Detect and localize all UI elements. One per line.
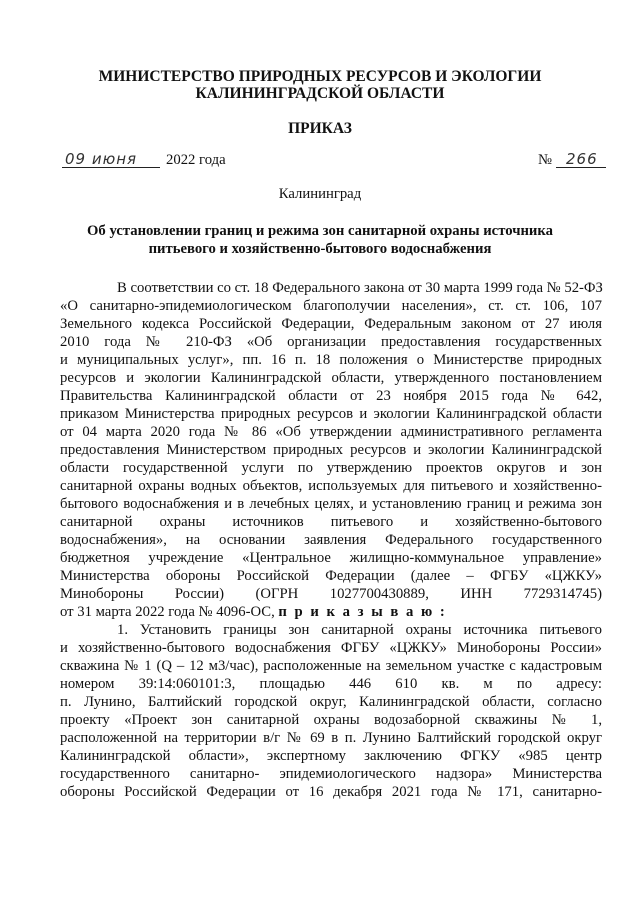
body-line: бюджетноя учреждение «Центральное жилищно-коммунальное управление»: [60, 550, 602, 566]
body-line: Министерства обороны Российской Федерации (далее – ФГБУ «ЦЖКУ»: [60, 568, 602, 584]
body-line: водоснабжения», на основании заявления Федерального государственного: [60, 532, 602, 548]
order-verb: п р и к а з ы в а ю :: [278, 604, 447, 620]
handwritten-number: 266: [566, 150, 598, 168]
body-line: от 04 марта 2020 года № 86 «Об утверждении административного регламента: [60, 424, 602, 440]
number-label: №: [538, 152, 553, 168]
body-line: санитарной охраны водных объектов, используемых для питьевого и хозяйственно-: [60, 478, 602, 494]
body-line: проекту «Проект зон санитарной охраны водозаборной скважины № 1,: [60, 712, 602, 728]
title-line-1: Об установлении границ и режима зон санитарной охраны источника: [87, 223, 553, 239]
body-line: Калининградской области», экспертному заключению ФГКУ «985 центр: [60, 748, 602, 764]
body-line: расположенной на территории в/г № 69 в п. Лунино Балтийский городской округ: [60, 730, 602, 746]
ministry-name-line-2: КАЛИНИНГРАДСКОЙ ОБЛАСТИ: [195, 85, 445, 102]
document-type: ПРИКАЗ: [288, 120, 352, 137]
body-line: В соответствии со ст. 18 Федерального закона от 30 марта 1999 года № 52-ФЗ: [117, 280, 603, 296]
body-line-order: [60, 604, 447, 621]
body-line: обороны Российской Федерации от 16 декабря 2021 года № 171, санитарно-: [60, 784, 602, 800]
body-line: государственного санитарно- эпидемиологического надзора» Министерства: [60, 766, 602, 782]
body-line: предоставления Министерством природных ресурсов и экологии Калининградской: [60, 442, 602, 458]
year-text: 2022 года: [166, 152, 226, 168]
title-line-2: питьевого и хозяйственно-бытового водоснабжения: [148, 241, 492, 257]
date-underline: [62, 167, 160, 168]
body-line: области государственной услуги по утверждению проектов округов и зон: [60, 460, 602, 476]
body-line: и хозяйственно-бытового водоснабжения ФГБУ «ЦЖКУ» Минобороны России»: [60, 640, 602, 656]
body-line: «О санитарно-эпидемиологическом благополучии населения», ст. ст. 106, 107: [60, 298, 602, 314]
body-line: бытового водоснабжения и в лечебных целях, и установлению границ и режима зон: [60, 496, 602, 512]
body-line: ресурсов и экологии Калининградской области, утвержденного постановлением: [60, 370, 602, 386]
body-line: скважина № 1 (Q – 12 м3/час), расположенные на земельном участке с кадастровым: [60, 658, 602, 674]
body-line: 2010 года № 210-ФЗ «Об организации предоставления государственных: [60, 334, 602, 350]
handwritten-date: 09 июня: [65, 150, 138, 168]
ministry-name-line-1: МИНИСТЕРСТВО ПРИРОДНЫХ РЕСУРСОВ И ЭКОЛОГИИ: [98, 68, 542, 85]
body-line: и муниципальных услуг», пп. 16 п. 18 положения о Министерстве природных: [60, 352, 602, 368]
body-line: номером 39:14:060101:3, площадью 446 610 кв. м по адресу:: [60, 676, 602, 692]
order-basis-text: от 31 марта 2022 года № 4096-ОС,: [60, 604, 279, 620]
body-line: 1. Установить границы зон санитарной охраны источника питьевого: [117, 622, 602, 638]
city: Калининград: [278, 186, 362, 202]
body-line: санитарной охраны источников питьевого и хозяйственно-бытового: [60, 514, 602, 530]
body-line: Минобороны России) (ОГРН 1027700430889, ИНН 7729314745): [60, 586, 602, 602]
body-line: приказом Министерства природных ресурсов и экологии Калининградской области: [60, 406, 602, 422]
body-line: п. Лунино, Балтийский городской округ, Калининградской области, согласно: [60, 694, 602, 710]
body-line: Правительства Калининградской области от 23 ноября 2015 года № 642,: [60, 388, 602, 404]
body-line: Земельного кодекса Российской Федерации, Федеральным законом от 27 июля: [60, 316, 602, 332]
number-underline: [556, 167, 606, 168]
